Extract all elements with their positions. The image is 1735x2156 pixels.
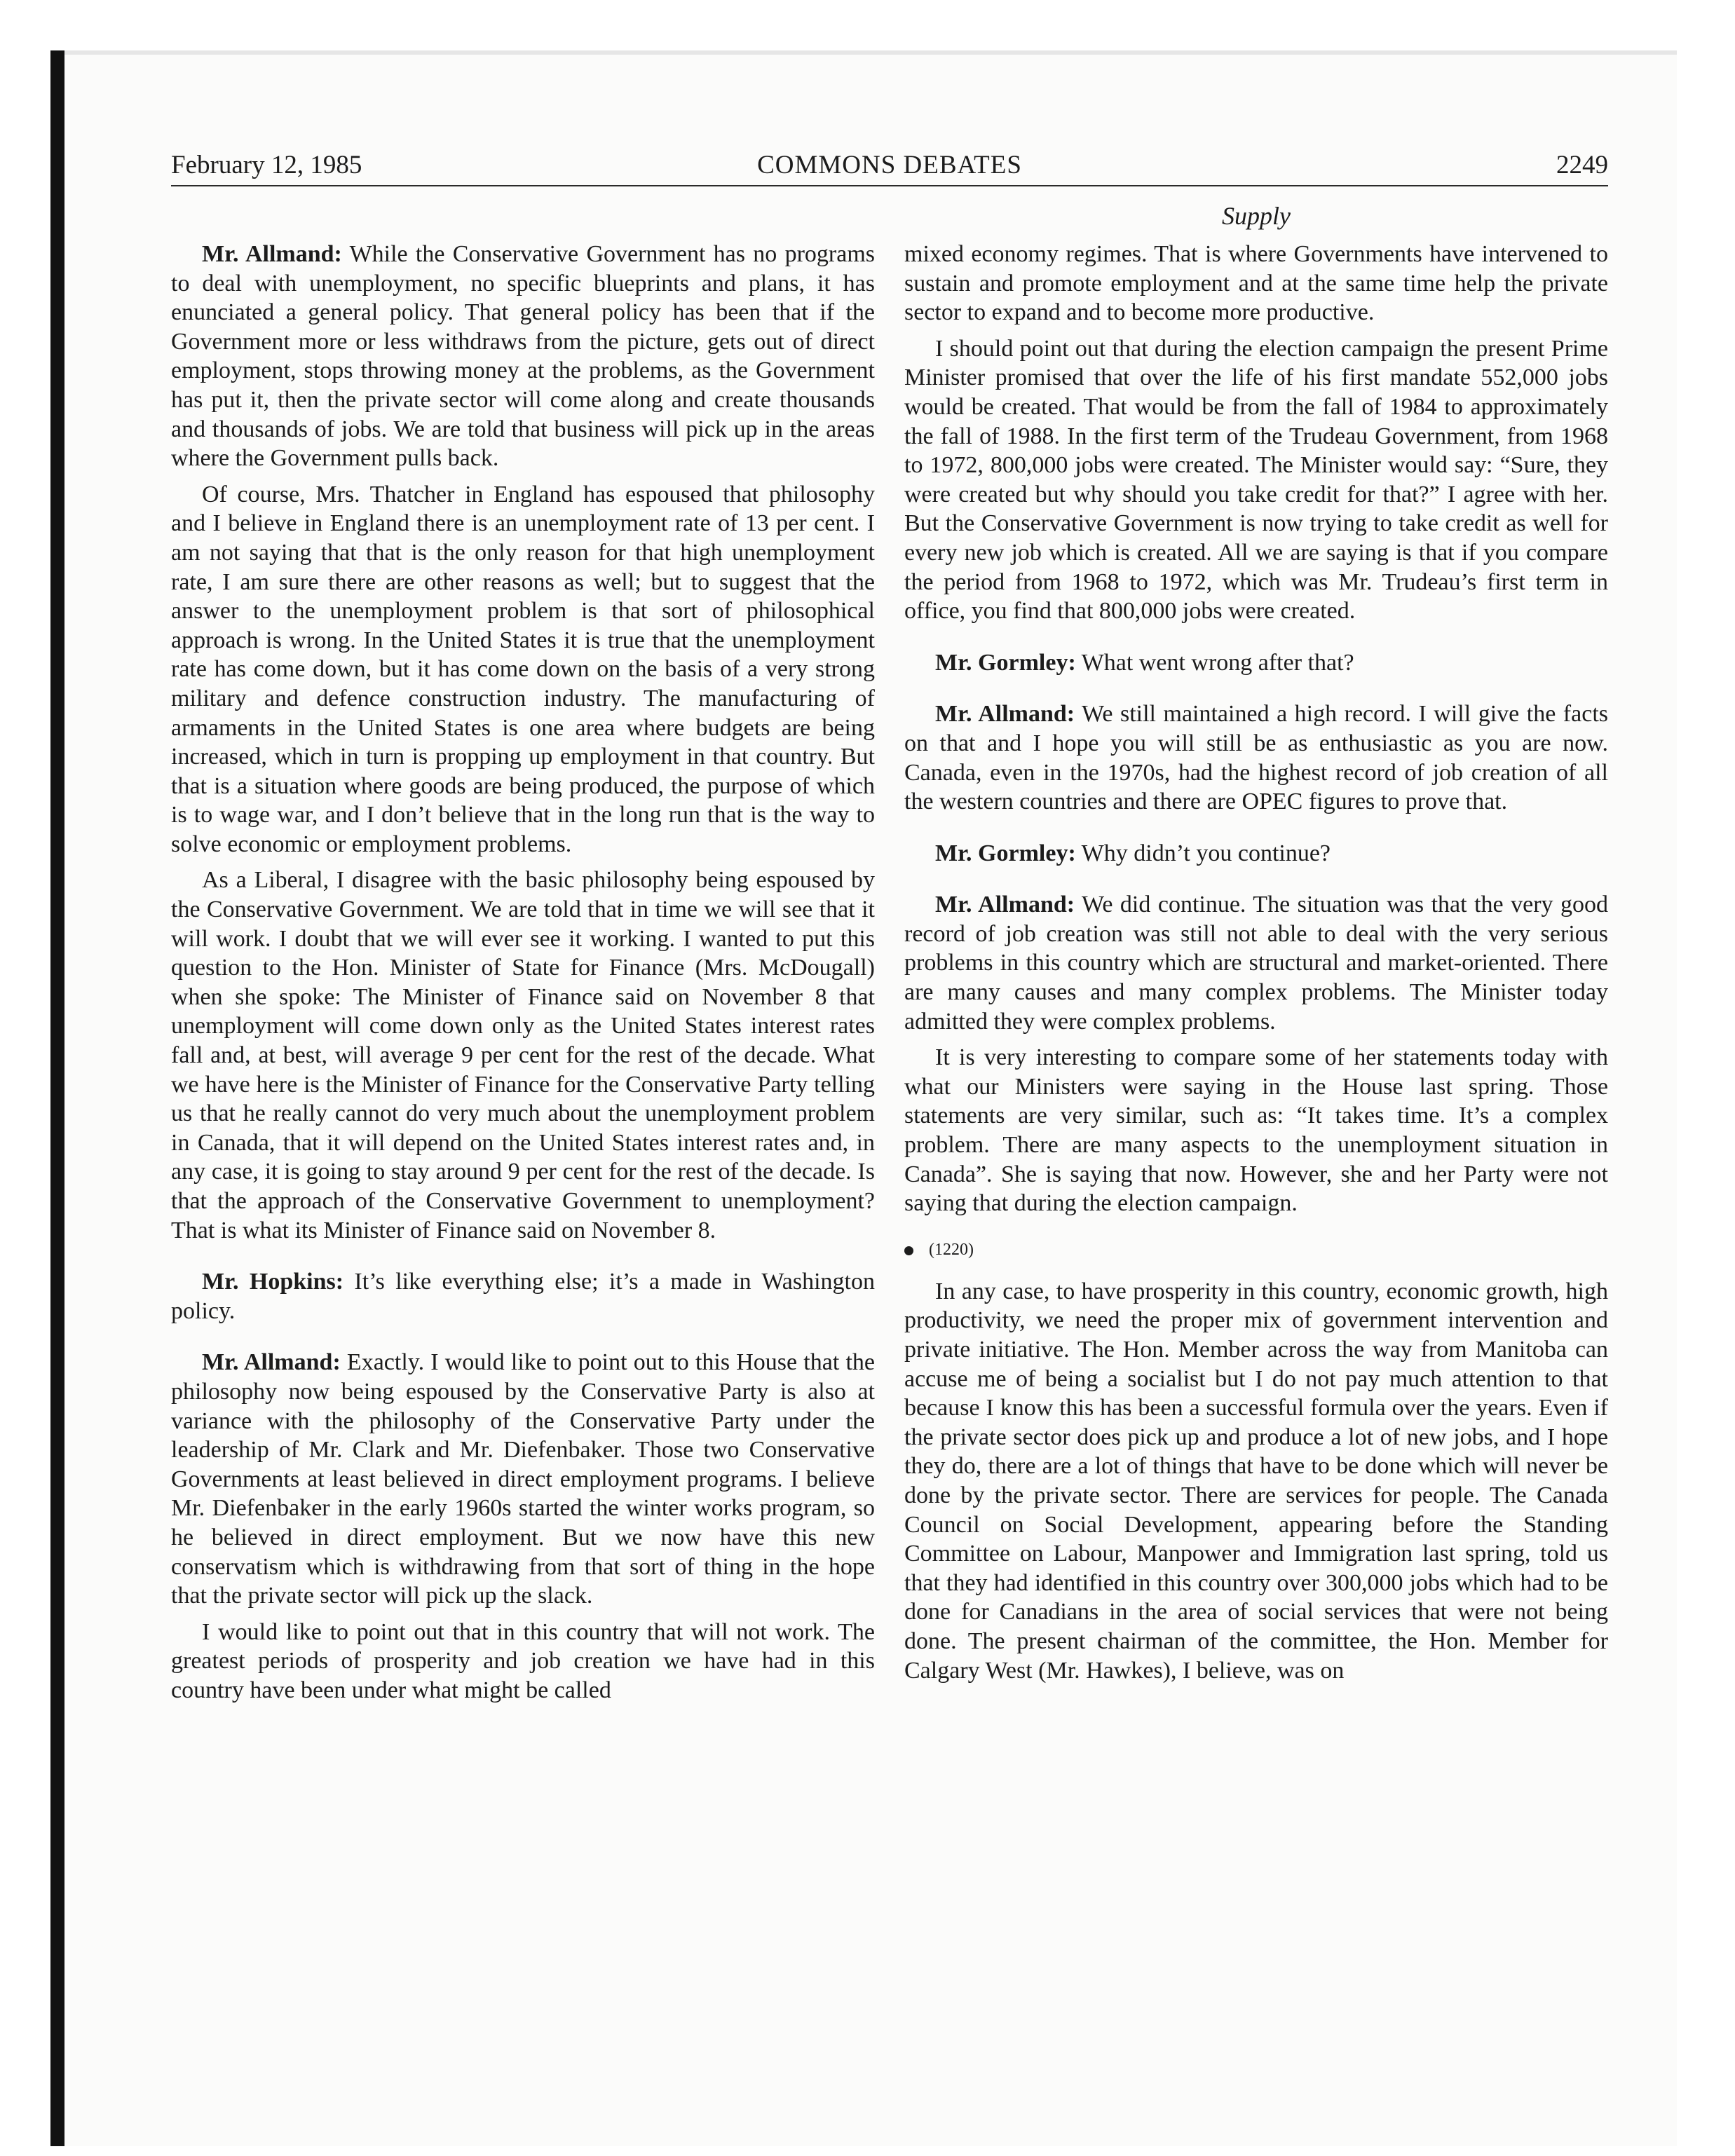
paragraph: Of course, Mrs. Thatcher in England has espoused that philosophy and I believe in England there is an unemployment rate of 13 per cent. I am not saying that that is the only reason for that high unemployment rate, I am sure there are other reasons as well; but to suggest that the answer to the unemployment problem is that sort of philosophical approach is wrong. In the United States it is true that the unemployment rate has come down, but it has come down on the basis of a very strong military and defence construction industry. The manufacturing of armaments in the United States is one area where budgets are being increased, which in turn is propping up employment in that country. But that is a situation where goods are being produced, the purpose of which is to wage war, and I don’t believe that in the long run that is the way to solve economic or employment problems.	[171, 481, 875, 857]
bullet-icon	[904, 1246, 913, 1255]
speaker-name: Mr. Allmand:	[935, 892, 1075, 918]
paragraph	[904, 890, 1608, 1036]
paragraph: I should point out that during the election campaign the present Prime Minister promised that over the life of his first mandate 552,000 jobs would be created. That would be from the fall of 1984 to approximately the fall of 1988. In the first term of the Trudeau Government, from 1968 to 1972, 800,000 jobs were created. The Minister would say: “Sure, they were created but why should you take credit for that?” I agree with her. But the Conservative Government is now trying to take credit as well for every new job which is created. All we are saying is that if you compare the period from 1968 to 1972, which was Mr. Trudeau’s first term in office, you find that 800,000 jobs were created.	[904, 335, 1608, 625]
paragraph: It is very interesting to compare some of her statements today with what our Ministers were saying in the House last spring. Those statements are very similar, such as: “It takes time. It’s a complex problem. There are many aspects to the unemployment situation in Canada”. She is saying that now. However, she and her Party were not saying that during the election campaign.	[904, 1044, 1608, 1217]
paragraph	[171, 1267, 875, 1325]
paragraph: mixed economy regimes. That is where Governments have intervened to sustain and promote employment and at the same time help the private sector to expand and to become more productive.	[904, 241, 1608, 326]
speaker-name: Mr. Allmand:	[202, 241, 342, 267]
paragraph	[171, 240, 875, 473]
speech-text: We did continue. The situation was that the very good record of job creation was still not able to deal with the very serious problems in this country which are structural and market-oriented. There are many causes and many complex problems. The Minister today admitted they were complex problems.	[904, 892, 1609, 1035]
time-marker	[904, 1239, 1608, 1260]
page-header	[171, 146, 1608, 185]
header-title: COMMONS DEBATES	[757, 151, 1022, 179]
paragraph	[904, 700, 1608, 816]
speaker-name: Mr. Allmand:	[935, 701, 1075, 728]
scan-edge-left	[50, 50, 64, 2146]
header-date: February 12, 1985	[171, 151, 362, 179]
time-marker-text: (1220)	[929, 1240, 974, 1259]
paragraph: In any case, to have prosperity in this country, economic growth, high productivity, we need the proper mix of government intervention and private initiative. The Hon. Member across the way from Manitoba can accuse me of being a socialist but I do not pay much attention to that because I know this has been a successful formula over the years. Even if the private sector does pick up and produce a lot of new jobs, and I hope they do, there are a lot of things that have to be done which will never be done by the private sector. There are services for people. The Canada Council on Social Development, appearing before the Standing Committee on Labour, Manpower and Immigration last spring, told us that they had identified in this country over 300,000 jobs which had to be done for Canadians in the area of social services that were not being done. The present chairman of the committee, the Hon. Member for Calgary West (Mr. Hawkes), I believe, was on	[904, 1278, 1608, 1684]
speaker-name: Mr. Hopkins:	[202, 1269, 344, 1295]
speech-text: What went wrong after that?	[1075, 649, 1354, 676]
paragraph	[171, 1348, 875, 1610]
paragraph: I would like to point out that in this country that will not work. The greatest periods of prosperity and job creation we have had in this country have been under what might be called	[171, 1618, 875, 1703]
speech-text: Why didn’t you continue?	[1075, 840, 1331, 866]
speaker-name: Mr. Gormley:	[935, 649, 1076, 676]
paragraph	[904, 839, 1608, 868]
speaker-name: Mr. Gormley:	[935, 840, 1076, 866]
speech-text: While the Conservative Government has no programs to deal with unemployment, no specific blueprints and plans, it has enunciated a general policy. That general policy has been that if the Government more or less withdraws from the picture, gets out of direct employment, stops throwing money at the problems, as the Government has put it, then the private sector will come along and create thousands and thousands of jobs. We are told that business will pick up in the areas where the Government pulls back.	[171, 241, 875, 472]
paragraph: As a Liberal, I disagree with the basic philosophy being espoused by the Conservative Government. We are told that in time we will see that it will work. I doubt that we will ever see it working. I wanted to put this question to the Hon. Minister of State for Finance (Mrs. McDougall) when she spoke: The Minister of Finance said on November 8 that unemployment will come down only as the United States interest rates fall and, at best, will average 9 per cent for the rest of the decade. What we have here is the Minister of Finance for the Conservative Party telling us that he really cannot do very much about the unemployment problem in Canada, that it will depend on the United States interest rates and, in any case, it is going to stay around 9 per cent for the rest of the decade. Is that the approach of the Conservative Government to unemployment? That is what its Minister of Finance said on November 8.	[171, 867, 875, 1243]
speech-text: It’s like everything else; it’s a made in Washington policy.	[171, 1269, 875, 1324]
running-head: Supply	[1222, 202, 1291, 230]
speech-text: Exactly. I would like to point out to this House that the philosophy now being espoused by the Conservative Party is also at variance with the philosophy of the Conservative Party under the leadership of Mr. Clark and Mr. Diefenbaker. Those two Conservative Governments at least believed in direct employment programs. I believe Mr. Diefenbaker in the early 1960s started the winter works program, so he believed in direct employment. But we now have this new conservatism which is withdrawing from that sort of thing in the hope that the private sector will pick up the slack.	[171, 1349, 875, 1609]
paragraph	[904, 648, 1608, 678]
header-rule	[171, 185, 1608, 186]
header-page-number: 2249	[1556, 151, 1608, 179]
speech-text: We still maintained a high record. I will give the facts on that and I hope you will still be as enthusiastic as you are now. Canada, even in the 1970s, had the highest record of job creation of all the western countries and there are OPEC figures to prove that.	[904, 701, 1608, 815]
speaker-name: Mr. Allmand:	[202, 1349, 341, 1376]
left-column	[171, 240, 875, 1705]
right-column	[904, 240, 1608, 1685]
